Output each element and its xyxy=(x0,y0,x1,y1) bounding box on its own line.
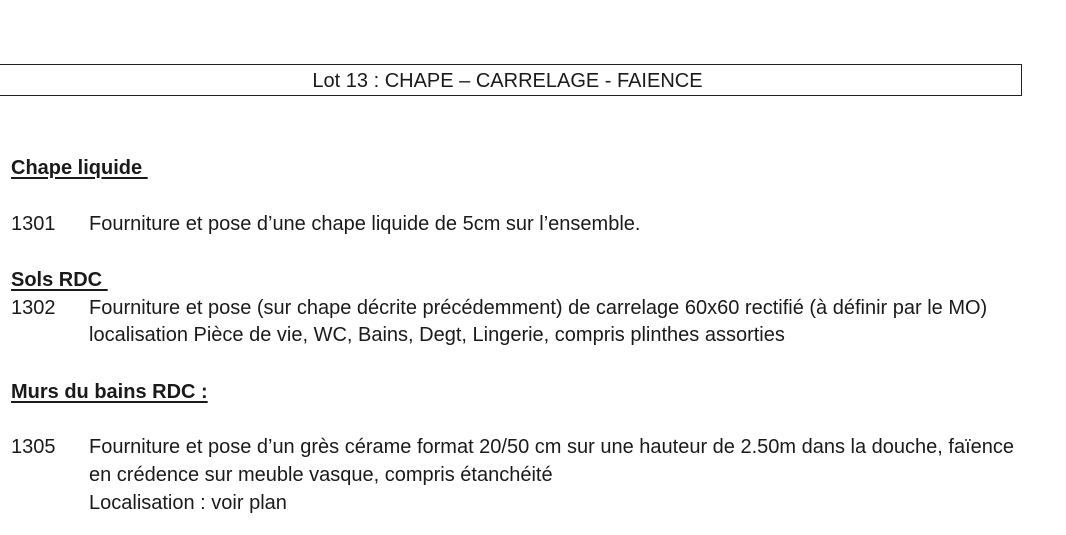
section-heading-sols-rdc: Sols RDC xyxy=(11,269,108,291)
lot-title: Lot 13 : CHAPE – CARRELAGE - FAIENCE xyxy=(312,70,703,92)
item-1305-line-3: Localisation : voir plan xyxy=(89,492,287,514)
item-code-1305: 1305 xyxy=(11,436,56,458)
item-1301-line-1: Fourniture et pose d’une chape liquide de 5cm sur l’ensemble. xyxy=(89,213,641,235)
item-1302-line-2: localisation Pièce de vie, WC, Bains, Degt, Lingerie, compris plinthes assorties xyxy=(89,324,785,346)
item-1305-line-1: Fourniture et pose d’un grès cérame format 20/50 cm sur une hauteur de 2.50m dans la douche, faïence xyxy=(89,436,1014,458)
item-code-1301: 1301 xyxy=(11,213,56,235)
lot-title-box xyxy=(0,64,1022,96)
section-heading-murs-bains-rdc: Murs du bains RDC : xyxy=(11,381,208,403)
item-1302-line-1: Fourniture et pose (sur chape décrite précédemment) de carrelage 60x60 rectifié (à définir par le MO) xyxy=(89,297,988,319)
item-1305-line-2: en crédence sur meuble vasque, compris étanchéité xyxy=(89,464,553,486)
item-code-1302: 1302 xyxy=(11,297,56,319)
section-heading-chape-liquide: Chape liquide xyxy=(11,157,148,179)
